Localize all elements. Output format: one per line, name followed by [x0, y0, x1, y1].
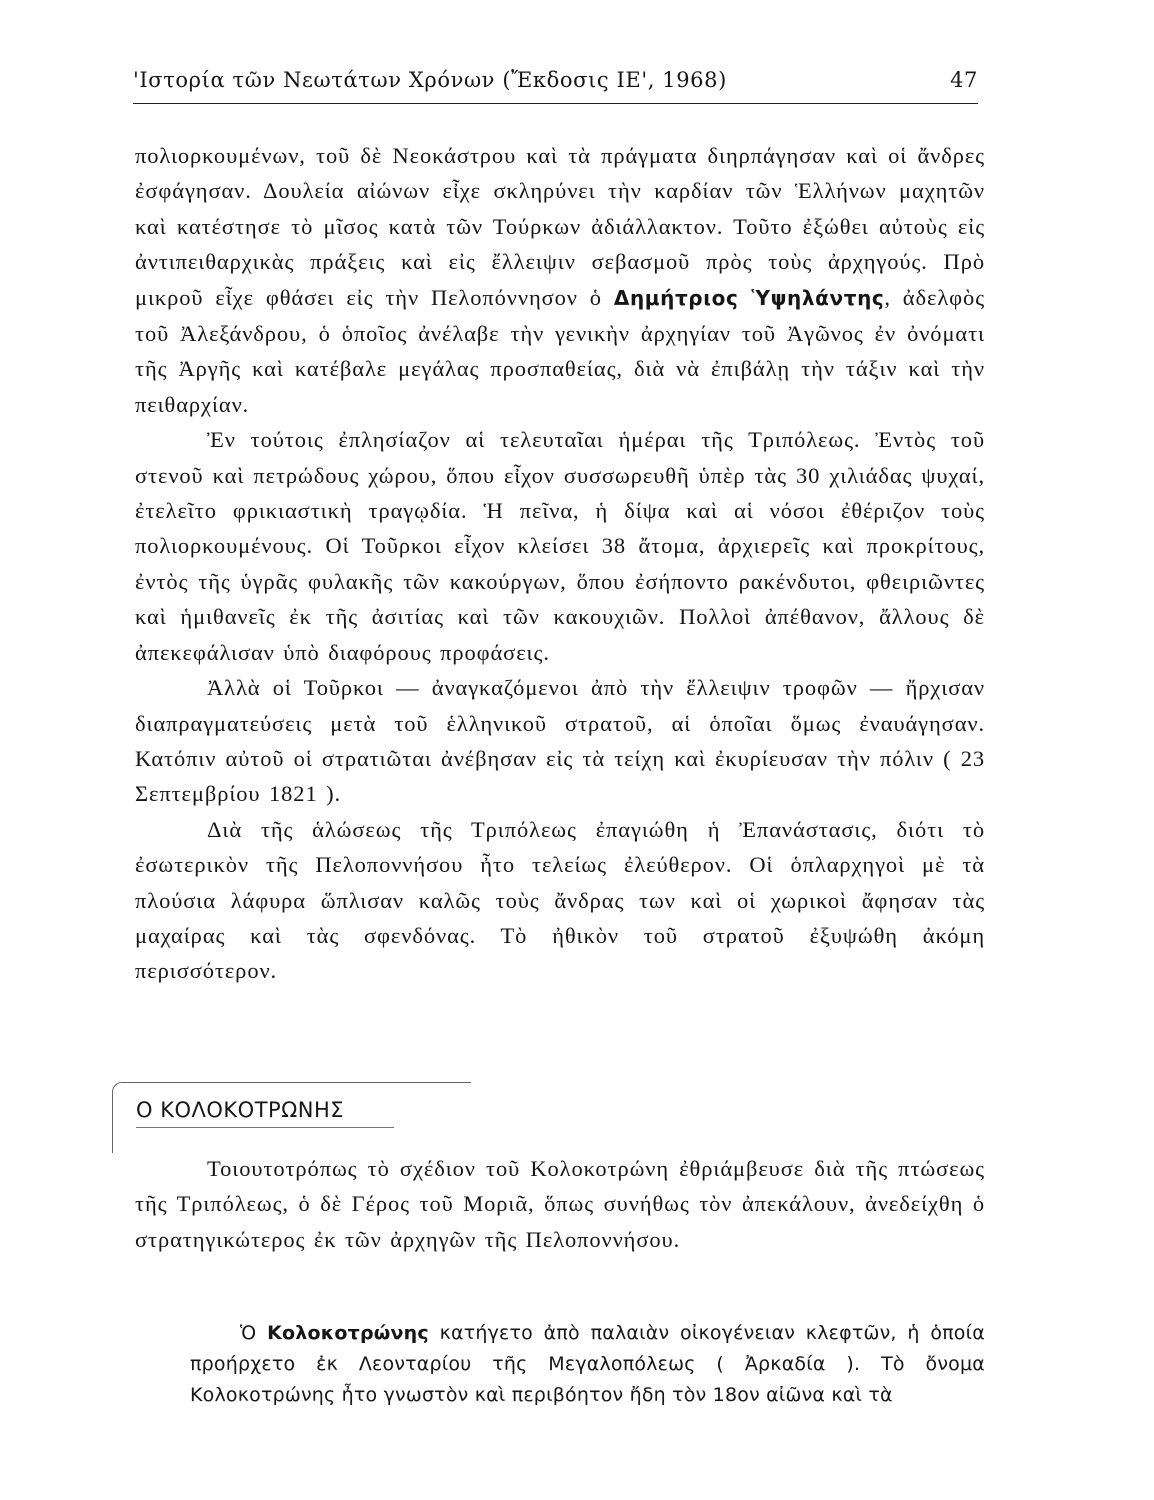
footnote-bold-name: Κολοκοτρώνης: [267, 1322, 429, 1344]
header-rule: [133, 103, 978, 104]
running-header: [133, 68, 978, 104]
paragraph: Ἐν τούτοις ἐπλησίαζον αἱ τελευταῖαι ἡμέραι τῆς Τριπόλεως. Ἐντὸς τοῦ στενοῦ καὶ πετρώδους χώρου, ὅπου εἶχον συσσωρευθῆ ὑπὲρ τὰς 30 χιλιάδας ψυχαί, ἐτελεῖτο φρικιαστικὴ τραγῳδία. Ἡ πεῖνα, ἡ δίψα καὶ αἱ νόσοι ἐθέριζον τοὺς πολιορκουμένους. Οἱ Τοῦρκοι εἶχον κλείσει 38 ἄτομα, ἀρχιερεῖς καὶ προκρίτους, ἐντὸς τῆς ὑγρᾶς φυλακῆς τῶν κακούργων, ὅπου ἐσήποντο ρακένδυτοι, φθειριῶντες καὶ ἡμιθανεῖς ἐκ τῆς ἀσιτίας καὶ τῶν κακουχιῶν. Πολλοὶ ἀπέθανον, ἄλλους δὲ ἀπεκεφάλισαν ὑπὸ διαφόρους προφάσεις.: [135, 427, 985, 665]
paragraph: [135, 138, 985, 422]
header-title: 'Ιστορία τῶν Νεωτάτων Χρόνων (Ἔκδοσις ΙΕ', 1968): [133, 68, 727, 92]
footnote-paragraph: [190, 1318, 985, 1411]
paragraph-text: πολιορκουμένων, τοῦ δὲ Νεοκάστρου καὶ τὰ πράγματα διηρπάγησαν καὶ οἱ ἄνδρες ἐσφάγησαν. Δουλεία αἰώνων εἶχε σκληρύνει τὴν καρδίαν τῶν Ἑλλήνων μαχητῶν καὶ κατέστησε τὸ μῖσος κατὰ τῶν Τούρκων ἀδιάλλακτον. Τοῦτο ἐξώθει αὐτοὺς εἰς ἀντιπειθαρχικὰς πράξεις καὶ εἰς ἔλλειψιν σεβασμοῦ πρὸς τοὺς ἀρχηγούς. Πρὸ μικροῦ εἶχε φθάσει εἰς τὴν Πελοπόννησον ὁ: [135, 143, 985, 310]
section-heading: Ο ΚΟΛΟΚΟΤΡΩΝΗΣ: [136, 1098, 345, 1122]
page-number: 47: [950, 68, 978, 92]
paragraph: Διὰ τῆς ἁλώσεως τῆς Τριπόλεως ἐπαγιώθη ἡ Ἐπανάστασις, διότι τὸ ἐσωτερικὸν τῆς Πελοποννήσου ἦτο τελείως ἐλεύθερον. Οἱ ὁπλαρχηγοὶ μὲ τὰ πλούσια λάφυρα ὥπλισαν καλῶς τοὺς ἄνδρας των καὶ οἱ χωρικοὶ ἄφησαν τὰς μαχαίρας καὶ τὰς σφενδόνας. Τὸ ἠθικὸν τοῦ στρατοῦ ἐξυψώθη ἀκόμη περισσότερον.: [135, 816, 985, 984]
paragraph: Τοιουτοτρόπως τὸ σχέδιον τοῦ Κολοκοτρώνη ἐθριάμβευσε διὰ τῆς πτώσεως τῆς Τριπόλεως, ὁ δὲ Γέρος τοῦ Μοριᾶ, ὅπως συνήθως τὸν ἀπεκάλουν, ἀνεδείχθη ὁ στρατηγικώτερος ἐκ τῶν ἀρχηγῶν τῆς Πελοποννήσου.: [135, 1156, 985, 1252]
section-text-block: [135, 1151, 985, 1257]
paragraph: Ἀλλὰ οἱ Τοῦρκοι — ἀναγκαζόμενοι ἀπὸ τὴν ἔλλειψιν τροφῶν — ἤρχισαν διαπραγματεύσεις μετὰ τοῦ ἑλληνικοῦ στρατοῦ, αἱ ὁποῖαι ὅμως ἐναυάγησαν. Κατόπιν αὐτοῦ οἱ στρατιῶται ἀνέβησαν εἰς τὰ τείχη καὶ ἐκυρίευσαν τὴν πόλιν ( 23 Σεπτεμβρίου 1821 ).: [135, 675, 985, 807]
bold-name: Δημήτριος Ὑψηλάντης: [613, 285, 885, 310]
footnote: [190, 1318, 985, 1411]
main-text-block: [135, 138, 985, 989]
footnote-text: κατήγετο ἀπὸ παλαιὰν οἰκογένειαν κλεφτῶν, ἡ ὁποία προήρχετο ἐκ Λεονταρίου τῆς Μεγαλοπόλεως ( Ἀρκαδία ). Τὸ ὄνομα Κολοκοτρώνης ἦτο γνωστὸν καὶ περιβόητον ἤδη τὸν 18ον αἰῶνα καὶ τὰ: [190, 1322, 985, 1406]
section-heading-underline: [136, 1127, 394, 1128]
footnote-lead: Ὁ: [240, 1322, 257, 1344]
paragraph-text: , ἀδελφὸς τοῦ Ἀλεξάνδρου, ὁ ὁποῖος ἀνέλαβε τὴν γενικὴν ἀρχηγίαν τοῦ Ἀγῶνος ἐν ὀνόματι τῆς Ἀργῆς καὶ κατέβαλε μεγάλας προσπαθείας, διὰ νὰ ἐπιβάλῃ τὴν τάξιν καὶ τὴν πειθαρχίαν.: [135, 284, 986, 417]
